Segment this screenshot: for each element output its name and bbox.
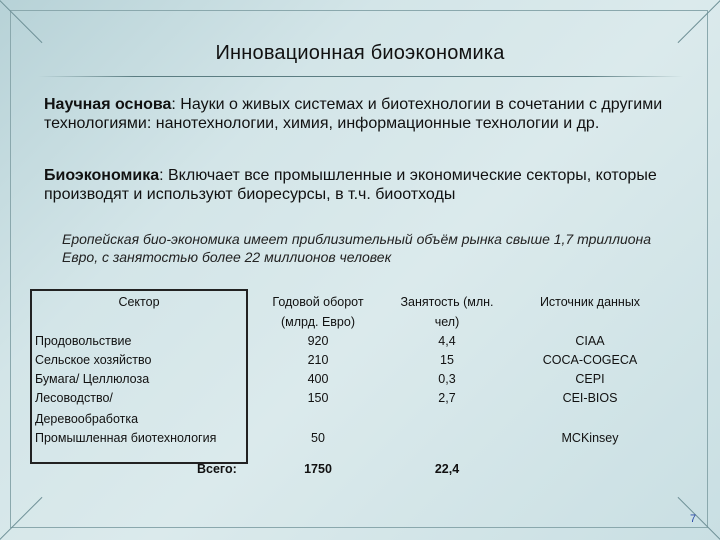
table-row-source: CEPI (575, 372, 605, 386)
scientific-basis-term: Научная основа (44, 96, 172, 113)
scientific-basis-text: : Науки о живых системах и биотехнологии в сочетании с другими технологиями: нанотехнологии, химия, информационные технологии и др. (44, 96, 663, 132)
table-row-turnover: 400 (307, 372, 329, 386)
total-label: Всего: (197, 462, 237, 476)
table-row-sector: Бумага/ Целлюлоза (35, 372, 150, 386)
table-row-turnover: 150 (307, 391, 329, 405)
table-row-sector: Промышленная биотехнология (35, 431, 217, 445)
title-divider (38, 76, 683, 77)
table-row-sector: Деревообработка (35, 412, 139, 426)
header-turnover-line2: (млрд. Евро) (281, 315, 355, 329)
table-row-employment: 0,3 (438, 372, 456, 386)
table-row-turnover: 920 (307, 334, 329, 348)
table-row-turnover: 50 (311, 431, 325, 445)
bioeconomy-text: : Включает все промышленные и экономические секторы, которые производят и используют биоресурсы, в т.ч. биоотходы (44, 167, 657, 203)
table-row-employment: 2,7 (438, 391, 456, 405)
table-row-sector: Продовольствие (35, 334, 132, 348)
table-row-source: CIAA (575, 334, 605, 348)
header-sector: Сектор (118, 295, 160, 309)
slide-title: Инновационная биоэкономика (215, 42, 505, 64)
table-row-turnover: 210 (307, 353, 329, 367)
bioeconomy-term: Биоэкономика (44, 167, 160, 184)
total-employment: 22,4 (434, 462, 460, 476)
table-row-sector: Сельское хозяйство (35, 353, 152, 367)
page-number: 7 (690, 513, 697, 525)
market-note: Еропейская био-экономика имеет приблизительный объём рынка свыше 1,7 триллиона Евро, с занятостью более 22 миллионов человек (62, 231, 652, 265)
table-row-employment: 15 (440, 353, 454, 367)
bioeconomy-paragraph (44, 166, 694, 204)
total-turnover: 1750 (304, 462, 332, 476)
header-turnover-line1: Годовой оборот (272, 295, 364, 309)
table-row-source: MCKinsey (561, 431, 619, 445)
header-employment-line1: Занятость (млн. (400, 295, 494, 309)
header-employment-line2: чел) (434, 315, 460, 329)
table-row-source: COCA-COGECA (542, 353, 638, 367)
header-source: Источник данных (539, 295, 641, 309)
scientific-basis-paragraph (44, 95, 694, 133)
table-row-source: CEI-BIOS (562, 391, 618, 405)
table-row-employment: 4,4 (438, 334, 456, 348)
table-row-sector: Лесоводство/ (35, 391, 113, 405)
